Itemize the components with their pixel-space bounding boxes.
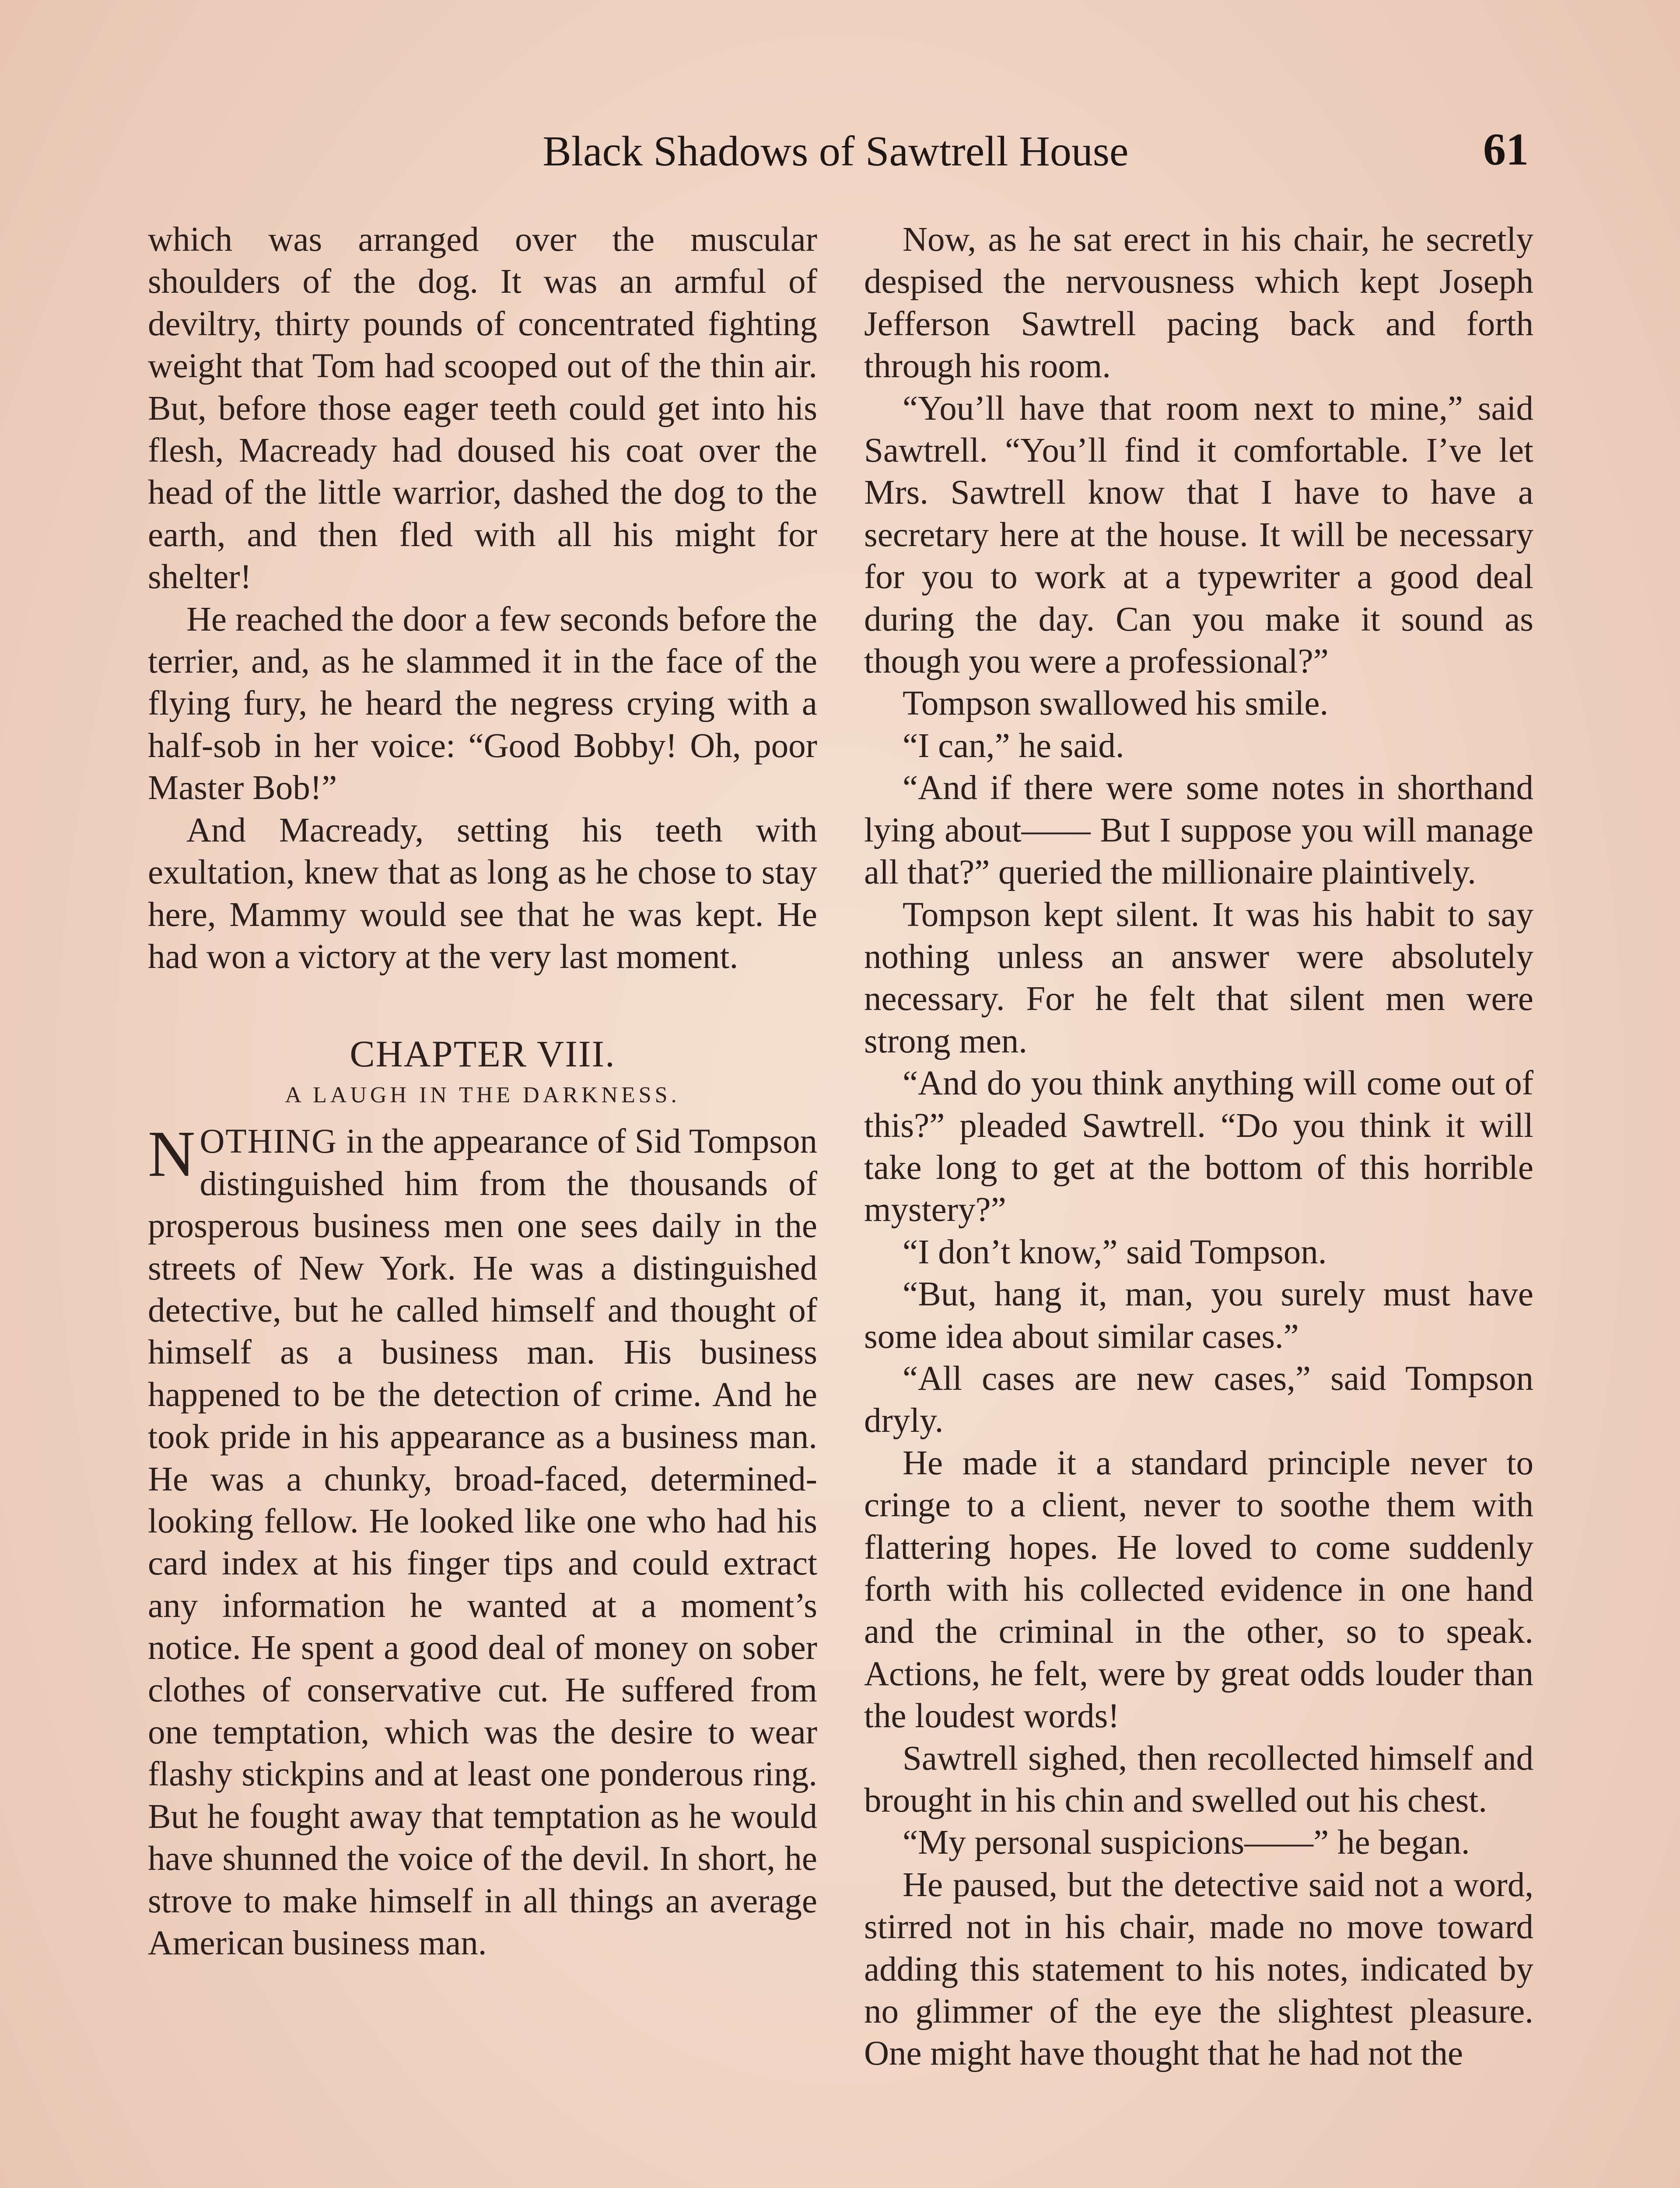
running-title: Black Shadows of Sawtrell House — [542, 128, 1129, 175]
paragraph: He paused, but the detective said not a word, stirred not in his chair, made no move toward adding this statement to his notes, indicated by no glimmer of the eye the slightest pleasure. One might have thought that he had not the — [864, 1865, 1533, 2073]
paragraph: “But, hang it, man, you surely must have some idea about similar cases.” — [864, 1275, 1533, 1356]
paragraph: “All cases are new cases,” said Tompson dryly. — [864, 1359, 1533, 1440]
paragraph: And Macready, setting his teeth with exultation, knew that as long as he chose to stay here, Mammy would see that he was kept. He had won a victory at the very last moment. — [148, 811, 817, 976]
paragraph: which was arranged over the muscular shoulders of the dog. It was an armful of deviltry, thirty pounds of concentrated fighting weight that Tom had scooped out of the thin air. But, before those eager teeth could get into his flesh, Macready had doused his coat over the head of the little warrior, dashed the dog to the earth, and then fled with all his might for shelter! — [148, 221, 817, 596]
left-column — [148, 219, 817, 1964]
right-column — [864, 219, 1533, 2075]
paragraph: “I can,” he said. — [903, 726, 1124, 765]
chapter-subtitle: A LAUGH IN THE DARKNESS. — [285, 1083, 680, 1108]
lead-word: OTHING — [200, 1122, 338, 1161]
paragraph: “And do you think anything will come out of this?” pleaded Sawtrell. “Do you think it will take long to get at the bottom of this horrible mystery?” — [864, 1064, 1533, 1229]
paragraph-text: in the appearance of Sid Tompson distinguished him from the thousands of prosperous business men one sees daily in the streets of New York. He was a distinguished detective, but he called himself and thought of himself as a business man. His business happened to be the detection of crime. And he took pride in his appearance as a business man. He was a chunky, broad-faced, determined-looking fellow. He looked like one who had his card index at his finger tips and could extract any information he wanted at a moment’s notice. He spent a good deal of money on sober clothes of conservative cut. He suffered from one temptation, which was the desire to wear flashy stickpins and at least one ponderous ring. But he fought away that temptation as he would have shunned the voice of the devil. In short, he strove to make himself in all things an average American business man. — [148, 1122, 817, 1963]
paragraph: “And if there were some notes in shorthand lying about—— But I suppose you will manage all that?” queried the millionaire plaintively. — [864, 769, 1533, 892]
paragraph: “I don’t know,” said Tompson. — [903, 1233, 1327, 1271]
paragraph: “You’ll have that room next to mine,” said Sawtrell. “You’ll find it comfortable. I’ve let Mrs. Sawtrell know that I have to have a secretary here at the house. It will be necessary for you to work at a typewriter a good deal during the day. Can you make it sound as though you were a professional?” — [864, 389, 1533, 681]
paragraph: He made it a standard principle never to cringe to a client, never to soothe them with flattering hopes. He loved to come suddenly forth with his collected evidence in one hand and the criminal in the other, so to speak. Actions, he felt, were by great odds louder than the loudest words! — [864, 1444, 1533, 1736]
paragraph: He reached the door a few seconds before the terrier, and, as he slammed it in the face of the flying fury, he heard the negress crying with a half-sob in her voice: “Good Bobby! Oh, poor Master Bob!” — [148, 600, 817, 807]
paragraph: Tompson kept silent. It was his habit to say nothing unless an answer were absolutely necessary. For he felt that silent men were strong men. — [864, 895, 1533, 1060]
chapter-opening-paragraph — [148, 1118, 817, 1964]
paragraph: “My personal suspicions——” he began. — [903, 1823, 1470, 1862]
paragraph: Tompson swallowed his smile. — [903, 684, 1329, 723]
paragraph: Now, as he sat erect in his chair, he secretly despised the nervousness which kept Joseph Jefferson Sawtrell pacing back and forth through his room. — [864, 221, 1533, 386]
page-number: 61 — [1483, 124, 1529, 175]
drop-cap: N — [148, 1118, 196, 1191]
paragraph: Sawtrell sighed, then recollected himself and brought in his chin and swelled out his chest. — [864, 1739, 1533, 1820]
chapter-heading: CHAPTER VIII. — [350, 1033, 616, 1075]
